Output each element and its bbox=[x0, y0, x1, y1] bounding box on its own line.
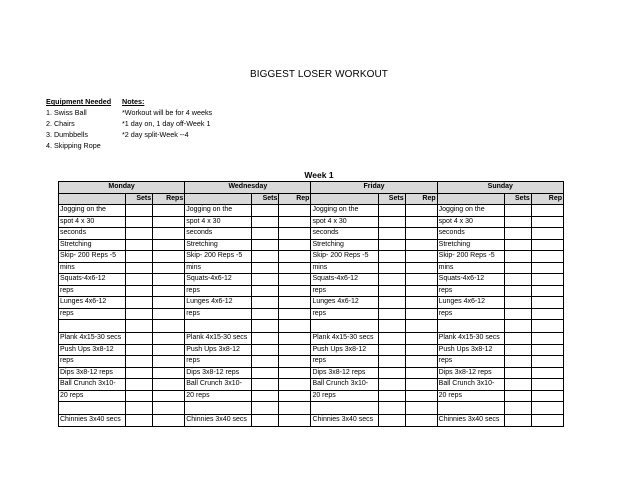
week-label: Week 1 bbox=[304, 170, 334, 180]
exercise-cell: reps bbox=[185, 308, 252, 320]
exercise-column-header bbox=[59, 193, 126, 205]
exercise-cell: Lunges 4x6-12 bbox=[311, 297, 378, 309]
day-header: Wednesday bbox=[185, 182, 311, 194]
exercise-cell: 20 reps bbox=[437, 390, 504, 402]
exercise-cell: Dips 3x8-12 reps bbox=[311, 367, 378, 379]
exercise-cell: Lunges 4x6-12 bbox=[437, 297, 504, 309]
exercise-cell: mins bbox=[185, 262, 252, 274]
reps-cell bbox=[153, 216, 185, 228]
reps-column-header: Rep bbox=[279, 193, 311, 205]
reps-cell bbox=[279, 297, 311, 309]
sets-cell bbox=[378, 415, 405, 427]
exercise-cell: Stretching bbox=[59, 239, 126, 251]
reps-cell bbox=[279, 356, 311, 368]
reps-cell bbox=[153, 308, 185, 320]
exercise-cell: reps bbox=[437, 308, 504, 320]
table-row bbox=[59, 205, 564, 217]
sets-cell bbox=[252, 297, 279, 309]
table-row bbox=[59, 262, 564, 274]
exercise-cell: spot 4 x 30 bbox=[185, 216, 252, 228]
exercise-cell: reps bbox=[59, 285, 126, 297]
exercise-cell: Dips 3x8-12 reps bbox=[437, 367, 504, 379]
sets-cell bbox=[504, 356, 531, 368]
reps-column-header: Rep bbox=[531, 193, 563, 205]
reps-cell bbox=[153, 228, 185, 240]
exercise-column-header bbox=[311, 193, 378, 205]
sets-cell bbox=[504, 274, 531, 286]
exercise-cell: spot 4 x 30 bbox=[437, 216, 504, 228]
sets-cell bbox=[252, 356, 279, 368]
reps-cell bbox=[531, 297, 563, 309]
exercise-cell: reps bbox=[437, 285, 504, 297]
sets-cell bbox=[504, 320, 531, 333]
reps-cell bbox=[153, 205, 185, 217]
exercise-cell: reps bbox=[437, 356, 504, 368]
sets-cell bbox=[378, 251, 405, 263]
exercise-cell: 20 reps bbox=[185, 390, 252, 402]
reps-cell bbox=[531, 333, 563, 345]
exercise-cell: seconds bbox=[311, 228, 378, 240]
exercise-cell bbox=[185, 402, 252, 415]
sets-cell bbox=[126, 251, 153, 263]
reps-cell bbox=[531, 251, 563, 263]
reps-cell bbox=[405, 228, 437, 240]
exercise-cell: reps bbox=[185, 356, 252, 368]
reps-cell bbox=[405, 239, 437, 251]
sets-cell bbox=[126, 320, 153, 333]
exercise-cell: Stretching bbox=[311, 239, 378, 251]
reps-cell bbox=[153, 390, 185, 402]
sets-cell bbox=[378, 379, 405, 391]
exercise-cell: Push Ups 3x8-12 bbox=[185, 344, 252, 356]
reps-cell bbox=[405, 274, 437, 286]
exercise-cell: Dips 3x8-12 reps bbox=[59, 367, 126, 379]
table-row bbox=[59, 390, 564, 402]
sets-cell bbox=[504, 262, 531, 274]
note-item: *2 day split-Week --4 bbox=[122, 130, 189, 139]
exercise-cell: Jogging on the bbox=[59, 205, 126, 217]
exercise-cell: Lunges 4x6-12 bbox=[59, 297, 126, 309]
reps-cell bbox=[279, 285, 311, 297]
reps-cell bbox=[153, 239, 185, 251]
reps-cell bbox=[153, 297, 185, 309]
reps-cell bbox=[153, 379, 185, 391]
exercise-cell: Plank 4x15-30 secs bbox=[437, 333, 504, 345]
exercise-cell bbox=[437, 402, 504, 415]
sets-cell bbox=[504, 379, 531, 391]
table-row bbox=[59, 251, 564, 263]
sets-cell bbox=[252, 390, 279, 402]
sets-cell bbox=[378, 333, 405, 345]
reps-cell bbox=[405, 333, 437, 345]
reps-cell bbox=[279, 274, 311, 286]
table-row bbox=[59, 356, 564, 368]
exercise-cell: seconds bbox=[59, 228, 126, 240]
reps-cell bbox=[153, 367, 185, 379]
sets-cell bbox=[252, 320, 279, 333]
sets-cell bbox=[252, 367, 279, 379]
equipment-list bbox=[46, 96, 111, 151]
sets-cell bbox=[378, 285, 405, 297]
sets-cell bbox=[504, 308, 531, 320]
note-item: *Workout will be for 4 weeks bbox=[122, 108, 213, 117]
exercise-cell: Chinnies 3x40 secs bbox=[311, 415, 378, 427]
sets-cell bbox=[378, 228, 405, 240]
sets-cell bbox=[504, 415, 531, 427]
reps-cell bbox=[279, 320, 311, 333]
exercise-cell: Skip- 200 Reps -5 bbox=[311, 251, 378, 263]
sets-cell bbox=[126, 379, 153, 391]
exercise-cell bbox=[185, 320, 252, 333]
reps-cell bbox=[153, 402, 185, 415]
day-header: Monday bbox=[59, 182, 185, 194]
exercise-cell: Push Ups 3x8-12 bbox=[437, 344, 504, 356]
reps-cell bbox=[531, 367, 563, 379]
reps-cell bbox=[405, 415, 437, 427]
table-row bbox=[59, 297, 564, 309]
reps-cell bbox=[279, 344, 311, 356]
exercise-column-header bbox=[437, 193, 504, 205]
reps-cell bbox=[153, 274, 185, 286]
reps-cell bbox=[279, 390, 311, 402]
sets-cell bbox=[252, 205, 279, 217]
exercise-cell: Skip- 200 Reps -5 bbox=[185, 251, 252, 263]
reps-cell bbox=[279, 251, 311, 263]
reps-cell bbox=[153, 415, 185, 427]
sets-cell bbox=[504, 333, 531, 345]
reps-cell bbox=[405, 251, 437, 263]
exercise-cell bbox=[311, 320, 378, 333]
exercise-cell: Jogging on the bbox=[437, 205, 504, 217]
exercise-cell bbox=[311, 402, 378, 415]
reps-cell bbox=[531, 239, 563, 251]
exercise-cell: mins bbox=[311, 262, 378, 274]
exercise-cell: Squats-4x6-12 bbox=[311, 274, 378, 286]
exercise-cell: spot 4 x 30 bbox=[311, 216, 378, 228]
reps-cell bbox=[153, 262, 185, 274]
table-row bbox=[59, 344, 564, 356]
exercise-cell: Skip- 200 Reps -5 bbox=[59, 251, 126, 263]
reps-cell bbox=[279, 379, 311, 391]
table-row bbox=[59, 228, 564, 240]
equipment-item: 4. Skipping Rope bbox=[46, 141, 101, 150]
sets-cell bbox=[378, 344, 405, 356]
exercise-cell: mins bbox=[59, 262, 126, 274]
exercise-cell: Stretching bbox=[437, 239, 504, 251]
exercise-cell: Lunges 4x6-12 bbox=[185, 297, 252, 309]
sets-cell bbox=[504, 216, 531, 228]
reps-cell bbox=[531, 344, 563, 356]
reps-cell bbox=[531, 274, 563, 286]
exercise-cell: Jogging on the bbox=[185, 205, 252, 217]
sets-cell bbox=[378, 367, 405, 379]
exercise-cell: Plank 4x15-30 secs bbox=[59, 333, 126, 345]
reps-cell bbox=[531, 228, 563, 240]
exercise-column-header bbox=[185, 193, 252, 205]
sets-cell bbox=[252, 402, 279, 415]
reps-cell bbox=[531, 216, 563, 228]
sets-cell bbox=[126, 274, 153, 286]
exercise-cell bbox=[59, 402, 126, 415]
reps-cell bbox=[279, 262, 311, 274]
reps-cell bbox=[153, 356, 185, 368]
exercise-cell: reps bbox=[311, 356, 378, 368]
exercise-cell: Jogging on the bbox=[311, 205, 378, 217]
exercise-cell: Ball Crunch 3x10- bbox=[59, 379, 126, 391]
exercise-cell: seconds bbox=[437, 228, 504, 240]
sets-cell bbox=[126, 262, 153, 274]
workout-table bbox=[58, 181, 564, 427]
exercise-cell: Chinnies 3x40 secs bbox=[59, 415, 126, 427]
reps-cell bbox=[153, 285, 185, 297]
reps-cell bbox=[153, 344, 185, 356]
sets-cell bbox=[252, 228, 279, 240]
reps-cell bbox=[405, 308, 437, 320]
equipment-heading: Equipment Needed bbox=[46, 97, 112, 106]
reps-cell bbox=[405, 262, 437, 274]
notes-heading: Notes: bbox=[122, 97, 145, 106]
sets-cell bbox=[126, 333, 153, 345]
equipment-item: 1. Swiss Ball bbox=[46, 108, 87, 117]
sets-cell bbox=[252, 262, 279, 274]
sets-cell bbox=[504, 285, 531, 297]
sets-cell bbox=[126, 415, 153, 427]
reps-column-header: Reps bbox=[153, 193, 185, 205]
reps-cell bbox=[279, 205, 311, 217]
sets-cell bbox=[504, 344, 531, 356]
sets-cell bbox=[504, 390, 531, 402]
reps-cell bbox=[405, 216, 437, 228]
day-header: Sunday bbox=[437, 182, 563, 194]
sets-cell bbox=[378, 356, 405, 368]
exercise-cell: 20 reps bbox=[311, 390, 378, 402]
notes-list bbox=[122, 96, 212, 140]
reps-cell bbox=[279, 367, 311, 379]
reps-cell bbox=[405, 402, 437, 415]
sets-cell bbox=[504, 228, 531, 240]
sets-cell bbox=[126, 390, 153, 402]
sets-cell bbox=[378, 297, 405, 309]
reps-cell bbox=[405, 356, 437, 368]
sets-cell bbox=[126, 402, 153, 415]
reps-cell bbox=[279, 228, 311, 240]
reps-cell bbox=[405, 367, 437, 379]
reps-cell bbox=[405, 285, 437, 297]
sets-cell bbox=[126, 205, 153, 217]
reps-cell bbox=[531, 356, 563, 368]
table-row bbox=[59, 239, 564, 251]
sets-cell bbox=[252, 344, 279, 356]
reps-cell bbox=[531, 379, 563, 391]
exercise-cell: Ball Crunch 3x10- bbox=[437, 379, 504, 391]
reps-cell bbox=[405, 205, 437, 217]
exercise-cell: mins bbox=[437, 262, 504, 274]
sets-cell bbox=[378, 205, 405, 217]
reps-cell bbox=[279, 415, 311, 427]
exercise-cell: Squats-4x6-12 bbox=[59, 274, 126, 286]
exercise-cell: 20 reps bbox=[59, 390, 126, 402]
table-row bbox=[59, 285, 564, 297]
exercise-cell: Squats-4x6-12 bbox=[185, 274, 252, 286]
sets-cell bbox=[504, 367, 531, 379]
reps-cell bbox=[531, 262, 563, 274]
table-row bbox=[59, 274, 564, 286]
sets-cell bbox=[126, 228, 153, 240]
reps-cell bbox=[153, 320, 185, 333]
reps-cell bbox=[405, 297, 437, 309]
sets-cell bbox=[504, 402, 531, 415]
reps-cell bbox=[405, 320, 437, 333]
reps-cell bbox=[531, 402, 563, 415]
table-row bbox=[59, 402, 564, 415]
sets-cell bbox=[126, 356, 153, 368]
sets-cell bbox=[378, 402, 405, 415]
sets-column-header: Sets bbox=[378, 193, 405, 205]
reps-cell bbox=[405, 390, 437, 402]
equipment-item: 3. Dumbbells bbox=[46, 130, 88, 139]
exercise-cell bbox=[437, 320, 504, 333]
reps-cell bbox=[279, 239, 311, 251]
exercise-cell: seconds bbox=[185, 228, 252, 240]
equipment-item: 2. Chairs bbox=[46, 119, 75, 128]
reps-cell bbox=[405, 344, 437, 356]
exercise-cell: reps bbox=[311, 308, 378, 320]
sets-cell bbox=[126, 344, 153, 356]
exercise-cell: Ball Crunch 3x10- bbox=[185, 379, 252, 391]
sets-cell bbox=[252, 239, 279, 251]
exercise-cell: Stretching bbox=[185, 239, 252, 251]
sets-cell bbox=[252, 285, 279, 297]
sets-cell bbox=[378, 274, 405, 286]
table-row bbox=[59, 367, 564, 379]
table-row bbox=[59, 379, 564, 391]
sets-cell bbox=[378, 239, 405, 251]
sets-cell bbox=[252, 415, 279, 427]
exercise-cell: spot 4 x 30 bbox=[59, 216, 126, 228]
sets-cell bbox=[504, 205, 531, 217]
sets-cell bbox=[252, 251, 279, 263]
exercise-cell: reps bbox=[185, 285, 252, 297]
sets-cell bbox=[252, 216, 279, 228]
sets-column-header: Sets bbox=[126, 193, 153, 205]
reps-cell bbox=[531, 390, 563, 402]
column-header-row bbox=[59, 193, 564, 205]
reps-cell bbox=[405, 379, 437, 391]
reps-cell bbox=[531, 415, 563, 427]
sets-cell bbox=[252, 333, 279, 345]
sets-cell bbox=[504, 239, 531, 251]
exercise-cell: Plank 4x15-30 secs bbox=[185, 333, 252, 345]
sets-cell bbox=[378, 390, 405, 402]
exercise-cell: reps bbox=[59, 356, 126, 368]
table-row bbox=[59, 415, 564, 427]
sets-cell bbox=[126, 367, 153, 379]
reps-cell bbox=[279, 216, 311, 228]
reps-cell bbox=[153, 251, 185, 263]
exercise-cell: reps bbox=[59, 308, 126, 320]
table-row bbox=[59, 308, 564, 320]
sets-column-header: Sets bbox=[504, 193, 531, 205]
sets-cell bbox=[504, 251, 531, 263]
reps-cell bbox=[531, 285, 563, 297]
sets-cell bbox=[126, 285, 153, 297]
sets-cell bbox=[252, 308, 279, 320]
sets-cell bbox=[378, 308, 405, 320]
exercise-cell: Push Ups 3x8-12 bbox=[311, 344, 378, 356]
exercise-cell bbox=[59, 320, 126, 333]
reps-cell bbox=[153, 333, 185, 345]
reps-cell bbox=[531, 308, 563, 320]
table-row bbox=[59, 320, 564, 333]
sets-column-header: Sets bbox=[252, 193, 279, 205]
exercise-cell: Push Ups 3x8-12 bbox=[59, 344, 126, 356]
sets-cell bbox=[252, 274, 279, 286]
exercise-cell: Skip- 200 Reps -5 bbox=[437, 251, 504, 263]
page-title: BIGGEST LOSER WORKOUT bbox=[249, 69, 389, 80]
sets-cell bbox=[126, 216, 153, 228]
day-header-row bbox=[59, 182, 564, 194]
exercise-cell: Dips 3x8-12 reps bbox=[185, 367, 252, 379]
sets-cell bbox=[378, 262, 405, 274]
sets-cell bbox=[504, 297, 531, 309]
exercise-cell: Chinnies 3x40 secs bbox=[185, 415, 252, 427]
sets-cell bbox=[378, 320, 405, 333]
exercise-cell: reps bbox=[311, 285, 378, 297]
reps-cell bbox=[279, 402, 311, 415]
reps-cell bbox=[279, 333, 311, 345]
sets-cell bbox=[126, 308, 153, 320]
sets-cell bbox=[126, 297, 153, 309]
sets-cell bbox=[378, 216, 405, 228]
reps-cell bbox=[279, 308, 311, 320]
reps-cell bbox=[531, 205, 563, 217]
reps-column-header: Rep bbox=[405, 193, 437, 205]
exercise-cell: Chinnies 3x40 secs bbox=[437, 415, 504, 427]
sets-cell bbox=[126, 239, 153, 251]
exercise-cell: Squats-4x6-12 bbox=[437, 274, 504, 286]
exercise-cell: Plank 4x15-30 secs bbox=[311, 333, 378, 345]
table-row bbox=[59, 333, 564, 345]
sets-cell bbox=[252, 379, 279, 391]
day-header: Friday bbox=[311, 182, 437, 194]
table-row bbox=[59, 216, 564, 228]
reps-cell bbox=[531, 320, 563, 333]
exercise-cell: Ball Crunch 3x10- bbox=[311, 379, 378, 391]
note-item: *1 day on, 1 day off-Week 1 bbox=[122, 119, 211, 128]
